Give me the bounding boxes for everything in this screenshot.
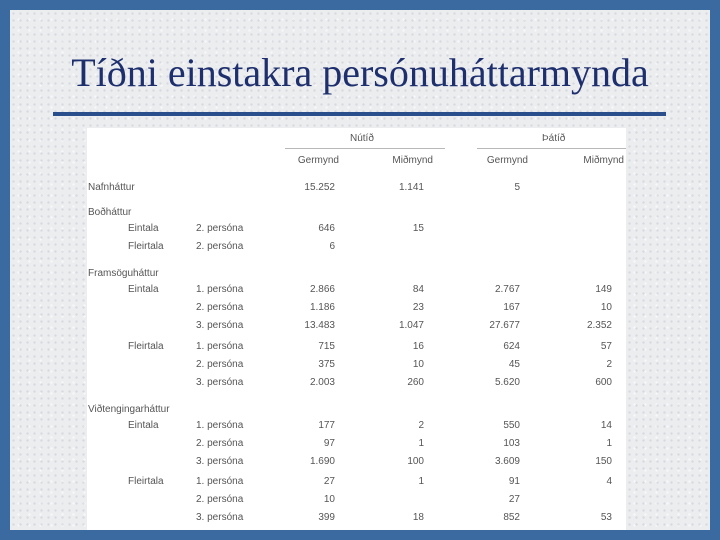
table-cell: 852	[503, 512, 520, 523]
table-cell: 45	[508, 359, 520, 370]
table-cell: 15.252	[304, 182, 335, 193]
slide-title: Tíðni einstakra persónuháttarmynda	[71, 50, 649, 95]
table-cell: 1.186	[309, 302, 335, 313]
table-cell: 5.620	[494, 377, 520, 388]
table-cell: 624	[503, 341, 520, 352]
table-cell: 27.677	[489, 320, 520, 331]
row-category-label: Boðháttur	[88, 207, 132, 218]
table-cell: 103	[503, 438, 520, 449]
table-cell: 13.483	[304, 320, 335, 331]
table-cell: 2.003	[309, 377, 335, 388]
row-person-label: 3. persóna	[196, 512, 244, 523]
row-person-label: 3. persóna	[196, 377, 244, 388]
row-person-label: 1. persóna	[196, 476, 244, 487]
row-person-label: 2. persóna	[196, 223, 244, 234]
table-cell: 84	[412, 284, 424, 295]
table-cell: 57	[600, 341, 612, 352]
row-person-label: 2. persóna	[196, 241, 244, 252]
group-header: Þátíð	[542, 133, 566, 144]
group-header-rule	[285, 148, 445, 149]
row-person-label: 1. persóna	[196, 341, 244, 352]
table-cell: 16	[412, 341, 424, 352]
table-cell: 715	[318, 341, 335, 352]
table-cell: 6	[329, 241, 335, 252]
table-cell: 260	[407, 377, 424, 388]
row-person-label: 1. persóna	[196, 420, 244, 431]
table-cell: 1.047	[398, 320, 424, 331]
row-person-label: 3. persóna	[196, 456, 244, 467]
table-cell: 10	[412, 359, 424, 370]
table-cell: 1.690	[309, 456, 335, 467]
table-cell: 2	[606, 359, 612, 370]
table-cell: 91	[508, 476, 520, 487]
table-cell: 2.866	[309, 284, 335, 295]
table-cell: 167	[503, 302, 520, 313]
row-person-label: 1. persóna	[196, 284, 244, 295]
table-cell: 1	[606, 438, 612, 449]
table-cell: 3.609	[494, 456, 520, 467]
table-cell: 177	[318, 420, 335, 431]
table-cell: 97	[323, 438, 335, 449]
column-header: Germynd	[486, 155, 528, 166]
table-cell: 100	[407, 456, 424, 467]
table-cell: 550	[503, 420, 520, 431]
table-cell: 14	[600, 420, 612, 431]
row-number-label: Eintala	[128, 284, 159, 295]
table-cell: 646	[318, 223, 335, 234]
row-category-label: Nafnháttur	[88, 182, 135, 193]
table-cell: 399	[318, 512, 335, 523]
table-cell: 150	[595, 456, 612, 467]
row-person-label: 2. persóna	[196, 302, 244, 313]
row-category-label: Viðtengingarháttur	[88, 404, 170, 415]
table-cell: 15	[412, 223, 424, 234]
row-number-label: Eintala	[128, 420, 159, 431]
table-cell: 4	[606, 476, 612, 487]
table-cell: 149	[595, 284, 612, 295]
table-cell: 1.141	[398, 182, 424, 193]
table-cell: 18	[412, 512, 424, 523]
table-cell: 27	[323, 476, 335, 487]
table-cell: 27	[508, 494, 520, 505]
table-cell: 600	[595, 377, 612, 388]
table-cell: 2.767	[494, 284, 520, 295]
table-cell: 2.352	[586, 320, 612, 331]
row-person-label: 2. persóna	[196, 359, 244, 370]
column-header: Miðmynd	[392, 155, 433, 166]
row-number-label: Fleirtala	[128, 241, 164, 252]
group-header: Nútíð	[350, 133, 374, 144]
table-cell: 10	[600, 302, 612, 313]
title-underline	[53, 112, 666, 116]
table-cell: 53	[600, 512, 612, 523]
row-number-label: Fleirtala	[128, 476, 164, 487]
row-category-label: Framsöguháttur	[88, 268, 159, 279]
row-number-label: Fleirtala	[128, 341, 164, 352]
table-cell: 2	[418, 420, 424, 431]
table-cell: 1	[418, 438, 424, 449]
row-person-label: 2. persóna	[196, 494, 244, 505]
group-header-rule	[477, 148, 626, 149]
row-number-label: Eintala	[128, 223, 159, 234]
table-cell: 23	[412, 302, 424, 313]
table-cell: 1	[418, 476, 424, 487]
table-cell: 5	[514, 182, 520, 193]
column-header: Germynd	[297, 155, 339, 166]
row-person-label: 3. persóna	[196, 320, 244, 331]
column-header: Miðmynd	[583, 155, 624, 166]
row-person-label: 2. persóna	[196, 438, 244, 449]
table-cell: 10	[323, 494, 335, 505]
frequency-table	[87, 128, 626, 530]
table-cell: 375	[318, 359, 335, 370]
